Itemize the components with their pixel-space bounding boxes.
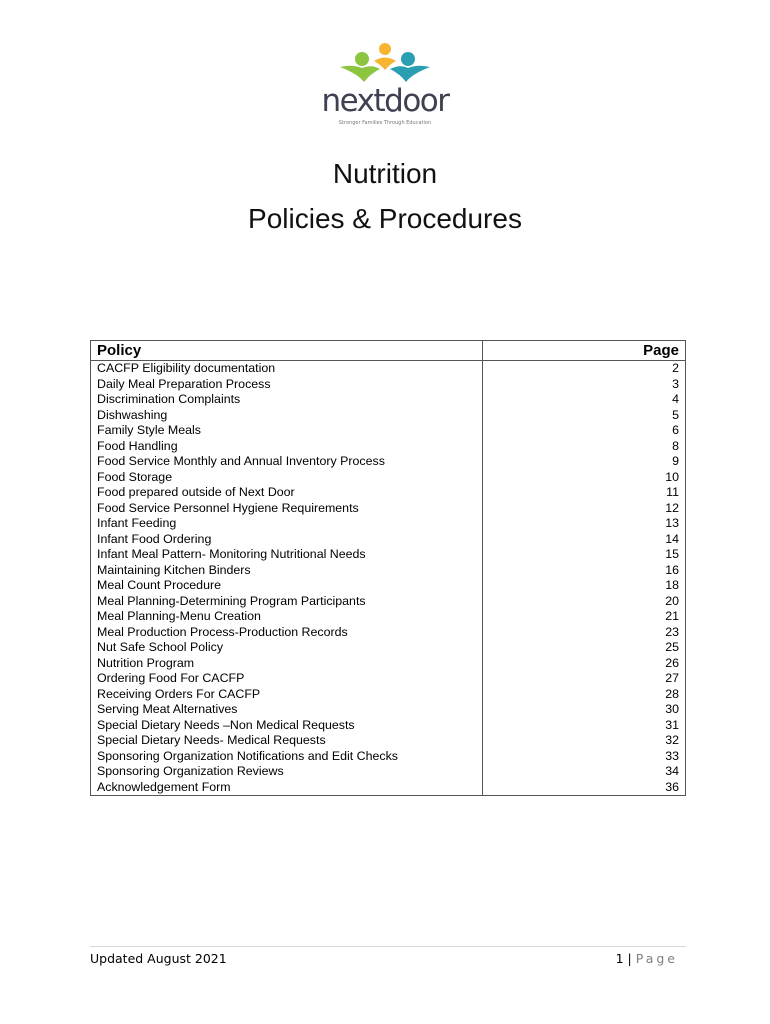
logo-wordmark: nextdoor xyxy=(321,83,449,119)
table-row xyxy=(91,501,686,517)
table-row xyxy=(91,640,686,656)
table-row xyxy=(91,470,686,486)
table-row xyxy=(91,454,686,470)
table-row xyxy=(91,625,686,641)
table-row xyxy=(91,733,686,749)
document-title: Nutrition xyxy=(332,158,438,189)
toc-policy-cell: Food Service Monthly and Annual Inventory Process xyxy=(91,454,483,470)
toc-page-cell: 6 xyxy=(483,423,686,439)
table-row xyxy=(91,377,686,393)
toc-page-cell: 27 xyxy=(483,671,686,687)
toc-policy-cell: Infant Meal Pattern- Monitoring Nutritional Needs xyxy=(91,547,483,563)
toc-policy-cell: Family Style Meals xyxy=(91,423,483,439)
toc-page-cell: 34 xyxy=(483,764,686,780)
toc-page-cell: 8 xyxy=(483,439,686,455)
page-number: 1 xyxy=(615,951,624,966)
table-row xyxy=(91,656,686,672)
toc-page-cell: 33 xyxy=(483,749,686,765)
toc-policy-cell: Meal Planning-Determining Program Participants xyxy=(91,594,483,610)
logo-tagline: Stronger Families Through Education xyxy=(338,120,432,126)
page-separator: | xyxy=(627,951,632,966)
table-row xyxy=(91,609,686,625)
toc-page-cell: 21 xyxy=(483,609,686,625)
toc-header-policy: Policy xyxy=(91,341,483,361)
toc-body xyxy=(91,361,686,796)
table-row xyxy=(91,439,686,455)
toc-policy-cell: Food prepared outside of Next Door xyxy=(91,485,483,501)
footer-divider xyxy=(90,946,686,947)
toc-page-cell: 11 xyxy=(483,485,686,501)
toc-page-cell: 14 xyxy=(483,532,686,548)
toc-policy-cell: Acknowledgement Form xyxy=(91,780,483,796)
table-row xyxy=(91,578,686,594)
toc-page-cell: 3 xyxy=(483,377,686,393)
toc-page-cell: 12 xyxy=(483,501,686,517)
toc-policy-cell: Meal Production Process-Production Records xyxy=(91,625,483,641)
toc-page-cell: 10 xyxy=(483,470,686,486)
toc-policy-cell: Infant Food Ordering xyxy=(91,532,483,548)
toc-page-cell: 32 xyxy=(483,733,686,749)
logo-figures-icon xyxy=(314,40,456,86)
toc-policy-cell: Food Handling xyxy=(91,439,483,455)
table-row xyxy=(91,547,686,563)
toc-policy-cell: Special Dietary Needs- Medical Requests xyxy=(91,733,483,749)
toc-page-cell: 13 xyxy=(483,516,686,532)
toc-page-cell: 36 xyxy=(483,780,686,796)
toc-policy-cell: Daily Meal Preparation Process xyxy=(91,377,483,393)
toc-policy-cell: Ordering Food For CACFP xyxy=(91,671,483,687)
footer-page-number xyxy=(616,951,678,966)
toc-policy-cell: Meal Count Procedure xyxy=(91,578,483,594)
toc-page-cell: 2 xyxy=(483,361,686,377)
toc-page-cell: 28 xyxy=(483,687,686,703)
toc-policy-cell: Serving Meat Alternatives xyxy=(91,702,483,718)
table-row xyxy=(91,702,686,718)
toc-page-cell: 26 xyxy=(483,656,686,672)
toc-page-cell: 20 xyxy=(483,594,686,610)
toc-page-cell: 9 xyxy=(483,454,686,470)
toc-policy-cell: Sponsoring Organization Notifications and Edit Checks xyxy=(91,749,483,765)
toc-page-cell: 23 xyxy=(483,625,686,641)
table-row xyxy=(91,780,686,796)
toc-page-cell: 4 xyxy=(483,392,686,408)
toc-page-cell: 31 xyxy=(483,718,686,734)
table-row xyxy=(91,671,686,687)
table-row xyxy=(91,563,686,579)
toc-policy-cell: Nutrition Program xyxy=(91,656,483,672)
toc-policy-cell: Nut Safe School Policy xyxy=(91,640,483,656)
toc-policy-cell: Infant Feeding xyxy=(91,516,483,532)
table-row xyxy=(91,516,686,532)
toc-policy-cell: Dishwashing xyxy=(91,408,483,424)
toc-page-cell: 16 xyxy=(483,563,686,579)
footer-updated: Updated August 2021 xyxy=(90,951,227,966)
toc-header-row xyxy=(91,341,686,361)
table-row xyxy=(91,423,686,439)
table-row xyxy=(91,687,686,703)
toc-page-cell: 15 xyxy=(483,547,686,563)
toc-page-cell: 5 xyxy=(483,408,686,424)
toc-policy-cell: Discrimination Complaints xyxy=(91,392,483,408)
table-row xyxy=(91,718,686,734)
toc-policy-cell: CACFP Eligibility documentation xyxy=(91,361,483,377)
page-word: Page xyxy=(635,951,678,966)
toc-page-cell: 25 xyxy=(483,640,686,656)
table-row xyxy=(91,361,686,377)
toc-policy-cell: Receiving Orders For CACFP xyxy=(91,687,483,703)
nextdoor-logo xyxy=(314,40,456,132)
toc-policy-cell: Sponsoring Organization Reviews xyxy=(91,764,483,780)
document-subtitle: Policies & Procedures xyxy=(248,203,522,234)
toc-page-cell: 30 xyxy=(483,702,686,718)
table-row xyxy=(91,408,686,424)
table-row xyxy=(91,764,686,780)
table-row xyxy=(91,485,686,501)
toc-policy-cell: Special Dietary Needs –Non Medical Requests xyxy=(91,718,483,734)
toc-policy-cell: Food Service Personnel Hygiene Requirements xyxy=(91,501,483,517)
toc-policy-cell: Meal Planning-Menu Creation xyxy=(91,609,483,625)
toc-policy-cell: Maintaining Kitchen Binders xyxy=(91,563,483,579)
table-of-contents xyxy=(90,340,686,796)
table-row xyxy=(91,532,686,548)
toc-header-page: Page xyxy=(483,341,686,361)
table-row xyxy=(91,594,686,610)
table-row xyxy=(91,749,686,765)
table-row xyxy=(91,392,686,408)
toc-policy-cell: Food Storage xyxy=(91,470,483,486)
toc-page-cell: 18 xyxy=(483,578,686,594)
